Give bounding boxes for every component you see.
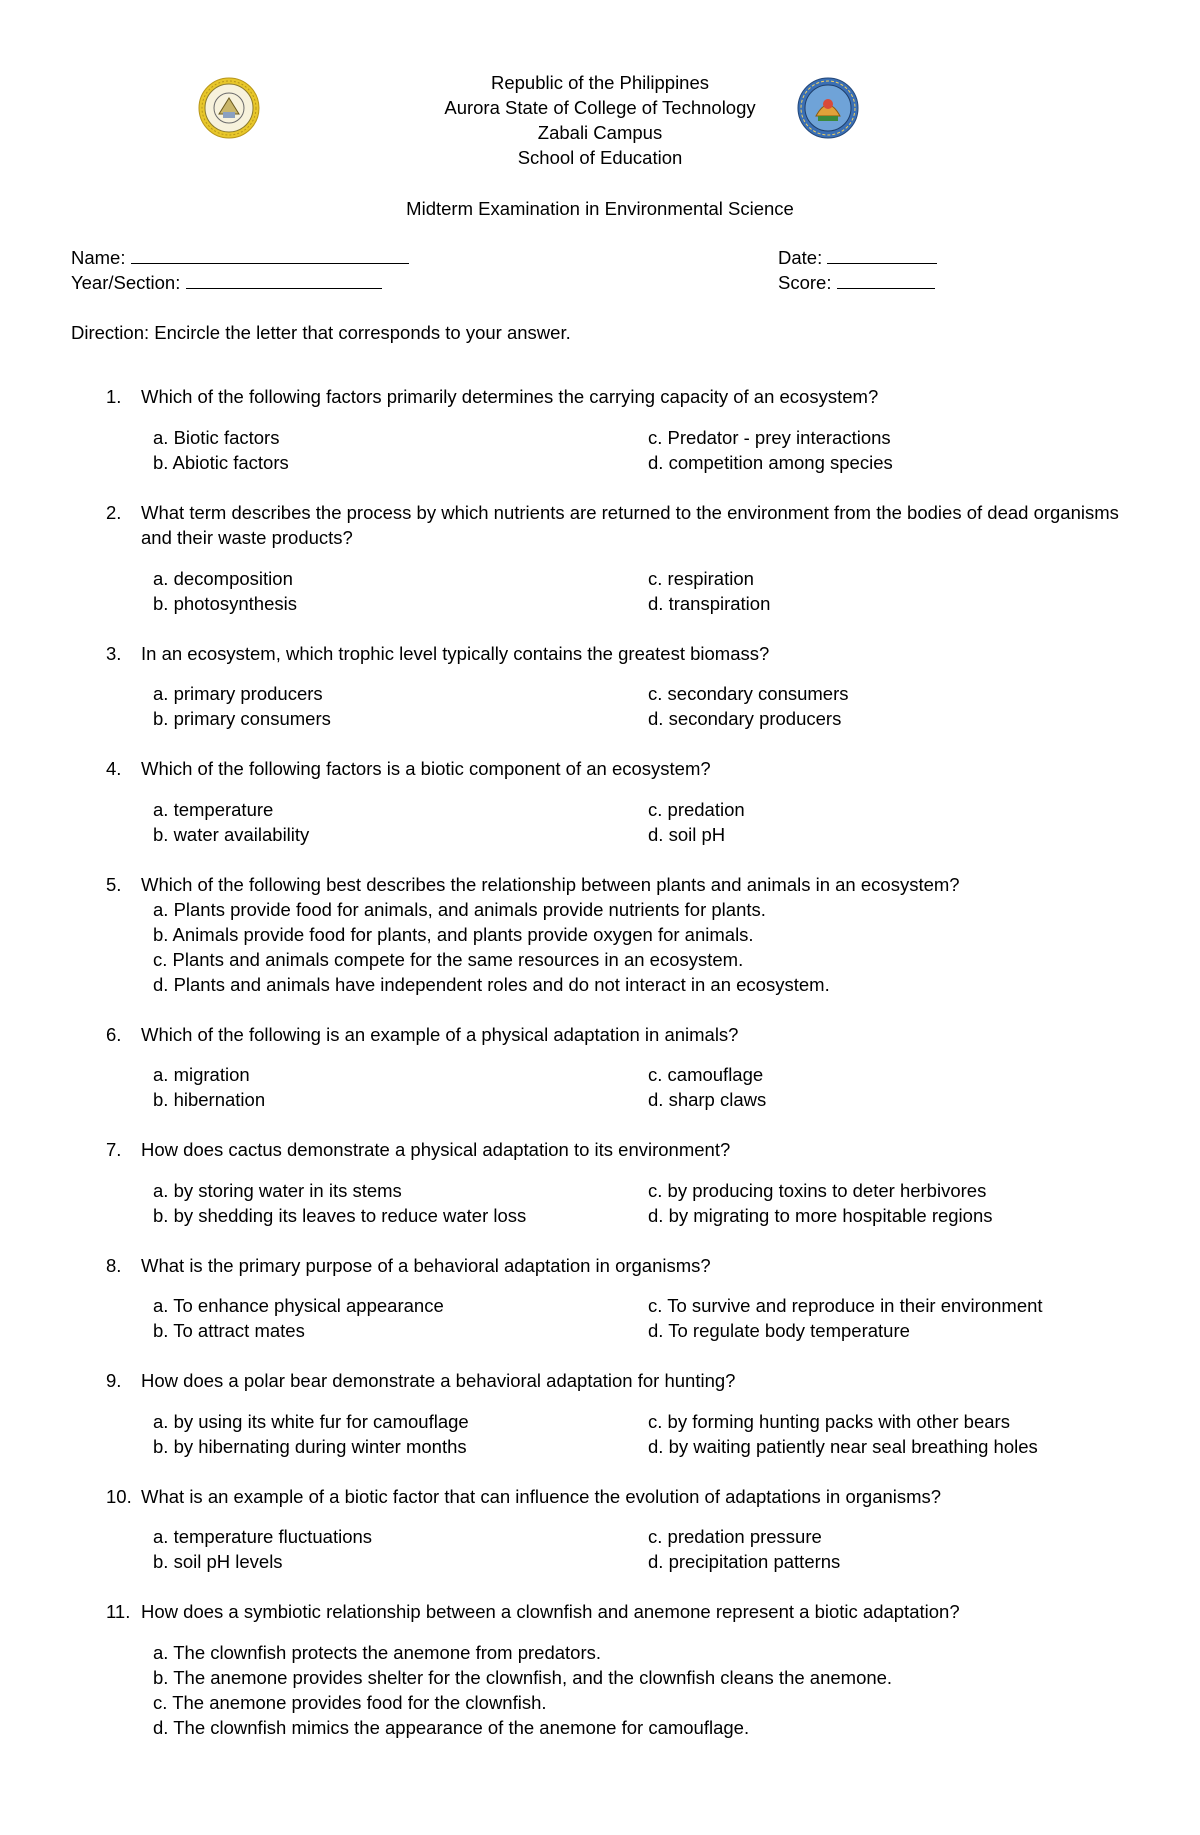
option-1c[interactable]: c. Predator - prey interactions: [648, 427, 891, 448]
option-3b[interactable]: b. primary consumers: [153, 708, 331, 729]
score-field[interactable]: [778, 270, 935, 295]
option-2c[interactable]: c. respiration: [648, 568, 754, 589]
option-8d[interactable]: d. To regulate body temperature: [648, 1320, 910, 1341]
option-8b[interactable]: b. To attract mates: [153, 1320, 305, 1341]
question-number: 9.: [106, 1370, 122, 1391]
question-text: What is the primary purpose of a behavioral adaptation in organisms?: [141, 1255, 711, 1276]
date-field[interactable]: [778, 245, 937, 270]
question-number: 5.: [106, 874, 122, 895]
option-4d[interactable]: d. soil pH: [648, 824, 726, 845]
option-7a[interactable]: a. by storing water in its stems: [153, 1180, 402, 1201]
score-blank[interactable]: [837, 270, 935, 289]
question-number: 3.: [106, 643, 122, 664]
question-text: Which of the following factors primarily determines the carrying capacity of an ecosystem?: [141, 386, 879, 407]
option-2d[interactable]: d. transpiration: [648, 593, 771, 614]
option-11b[interactable]: b. The anemone provides shelter for the clownfish, and the clownfish cleans the anemone.: [153, 1667, 893, 1688]
exam-title: Midterm Examination in Environmental Science: [406, 198, 794, 219]
option-6b[interactable]: b. hibernation: [153, 1089, 266, 1110]
header-line-republic: Republic of the Philippines: [490, 72, 710, 93]
option-3d[interactable]: d. secondary producers: [648, 708, 842, 729]
option-8a[interactable]: a. To enhance physical appearance: [153, 1295, 444, 1316]
option-6c[interactable]: c. camouflage: [648, 1064, 764, 1085]
question-number: 8.: [106, 1255, 122, 1276]
name-label: Name:: [71, 247, 126, 268]
option-4b[interactable]: b. water availability: [153, 824, 310, 845]
question-number: 10.: [106, 1486, 132, 1507]
option-7b[interactable]: b. by shedding its leaves to reduce water loss: [153, 1205, 527, 1226]
option-9c[interactable]: c. by forming hunting packs with other bears: [648, 1411, 1010, 1432]
question-number: 1.: [106, 386, 122, 407]
option-9a[interactable]: a. by using its white fur for camouflage: [153, 1411, 469, 1432]
question-text: How does cactus demonstrate a physical adaptation to its environment?: [141, 1139, 731, 1160]
option-5c[interactable]: c. Plants and animals compete for the same resources in an ecosystem.: [153, 949, 744, 970]
header-line-school: School of Education: [517, 147, 683, 168]
option-5d[interactable]: d. Plants and animals have independent roles and do not interact in an ecosystem.: [153, 974, 830, 995]
option-4c[interactable]: c. predation: [648, 799, 745, 820]
option-10d[interactable]: d. precipitation patterns: [648, 1551, 841, 1572]
option-10c[interactable]: c. predation pressure: [648, 1526, 822, 1547]
name-blank[interactable]: [131, 245, 409, 264]
name-field[interactable]: [71, 245, 409, 270]
question-number: 11.: [106, 1601, 131, 1622]
date-label: Date:: [778, 247, 823, 268]
option-3c[interactable]: c. secondary consumers: [648, 683, 849, 704]
option-2b[interactable]: b. photosynthesis: [153, 593, 297, 614]
option-9b[interactable]: b. by hibernating during winter months: [153, 1436, 467, 1457]
option-11d[interactable]: d. The clownfish mimics the appearance of the anemone for camouflage.: [153, 1717, 750, 1738]
option-7c[interactable]: c. by producing toxins to deter herbivores: [648, 1180, 987, 1201]
option-7d[interactable]: d. by migrating to more hospitable regions: [648, 1205, 993, 1226]
question-text: Which of the following factors is a biotic component of an ecosystem?: [141, 758, 711, 779]
option-8c[interactable]: c. To survive and reproduce in their environment: [648, 1295, 1043, 1316]
question-text: Which of the following is an example of a physical adaptation in animals?: [141, 1024, 739, 1045]
option-9d[interactable]: d. by waiting patiently near seal breathing holes: [648, 1436, 1038, 1457]
year-section-label: Year/Section:: [71, 272, 181, 293]
year-section-blank[interactable]: [186, 270, 382, 289]
option-2a[interactable]: a. decomposition: [153, 568, 293, 589]
direction-text: Direction: Encircle the letter that corresponds to your answer.: [71, 322, 571, 343]
year-section-field[interactable]: [71, 270, 382, 295]
question-number: 6.: [106, 1024, 122, 1045]
header-line-college: Aurora State of College of Technology: [444, 97, 756, 118]
question-number: 7.: [106, 1139, 122, 1160]
option-1a[interactable]: a. Biotic factors: [153, 427, 280, 448]
question-text: Which of the following best describes the relationship between plants and animals in an ecosystem?: [141, 874, 960, 895]
option-4a[interactable]: a. temperature: [153, 799, 274, 820]
question-number: 4.: [106, 758, 122, 779]
date-blank[interactable]: [827, 245, 937, 264]
option-11c[interactable]: c. The anemone provides food for the clownfish.: [153, 1692, 547, 1713]
option-10a[interactable]: a. temperature fluctuations: [153, 1526, 373, 1547]
option-6d[interactable]: d. sharp claws: [648, 1089, 767, 1110]
question-text: What is an example of a biotic factor that can influence the evolution of adaptations in organisms?: [141, 1486, 942, 1507]
option-10b[interactable]: b. soil pH levels: [153, 1551, 283, 1572]
option-5b[interactable]: b. Animals provide food for plants, and plants provide oxygen for animals.: [153, 924, 754, 945]
question-text: How does a polar bear demonstrate a behavioral adaptation for hunting?: [141, 1370, 736, 1391]
option-1b[interactable]: b. Abiotic factors: [153, 452, 289, 473]
option-1d[interactable]: d. competition among species: [648, 452, 893, 473]
option-5a[interactable]: a. Plants provide food for animals, and animals provide nutrients for plants.: [153, 899, 766, 920]
document-header: [0, 70, 1200, 170]
question-text: How does a symbiotic relationship between a clownfish and anemone represent a biotic adaptation?: [141, 1601, 960, 1622]
question-text: What term describes the process by which nutrients are returned to the environment from the bodies of dead organisms and their waste products?: [141, 502, 1119, 548]
option-11a[interactable]: a. The clownfish protects the anemone from predators.: [153, 1642, 602, 1663]
header-line-campus: Zabali Campus: [537, 122, 663, 143]
score-label: Score:: [778, 272, 832, 293]
question-text: In an ecosystem, which trophic level typically contains the greatest biomass?: [141, 643, 770, 664]
question-number: 2.: [106, 502, 122, 523]
option-6a[interactable]: a. migration: [153, 1064, 250, 1085]
option-3a[interactable]: a. primary producers: [153, 683, 323, 704]
